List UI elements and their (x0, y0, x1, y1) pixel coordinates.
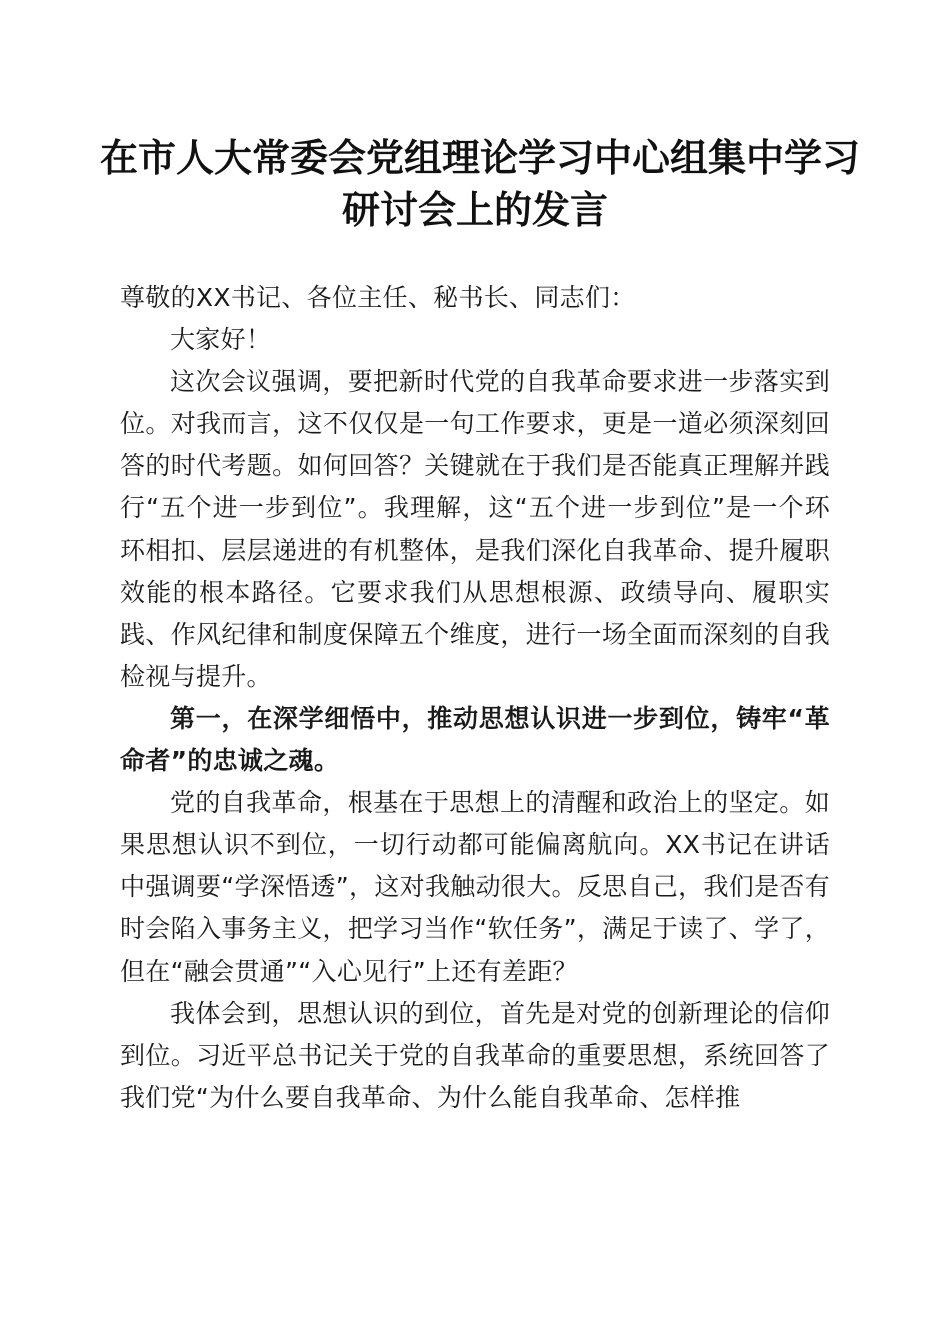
document-title (100, 132, 861, 236)
paragraph-intro: 这次会议强调，要把新时代党的自我革命要求进一步落实到位。对我而言，这不仅仅是一句工作要求，更是一道必须深刻回答的时代考题。如何回答？关键就在于我们是否能真正理解并践行“五个进一步到位”。我理解，这“五个进一步到位”是一个环环相扣、层层递进的有机整体，是我们深化自我革命、提升履职效能的根本路径。它要求我们从思想根源、政绩导向、履职实践、作风纪律和制度保障五个维度，进行一场全面而深刻的自我检视与提升。 (120, 367, 830, 691)
paragraph-body: 我体会到，思想认识的到位，首先是对党的创新理论的信仰到位。习近平总书记关于党的自我革命的重要思想，系统回答了我们党“为什么要自我革命、为什么能自我革命、怎样推 (120, 998, 830, 1112)
paragraph-body: 党的自我革命，根基在于思想上的清醒和政治上的坚定。如果思想认识不到位，一切行动都可能偏离航向。XX书记在讲话中强调要“学深悟透”，这对我触动很大。反思自己，我们是否有时会陷入事务主义，把学习当作“软任务”，满足于读了、学了，但在“融会贯通”“入心见行”上还有差距？ (120, 788, 830, 986)
title-line-1: 在市人大常委会党组理论学习中心组集中学习 (100, 135, 861, 180)
document-body (120, 277, 830, 1119)
greeting: 大家好！ (170, 325, 272, 355)
title-line-2: 研讨会上的发言 (341, 187, 608, 232)
section-heading-1: 第一，在深学细悟中，推动思想认识进一步到位，铸牢“革命者”的忠诚之魂。 (120, 703, 830, 776)
salutation: 尊敬的XX书记、各位主任、秘书长、同志们： (120, 283, 636, 312)
